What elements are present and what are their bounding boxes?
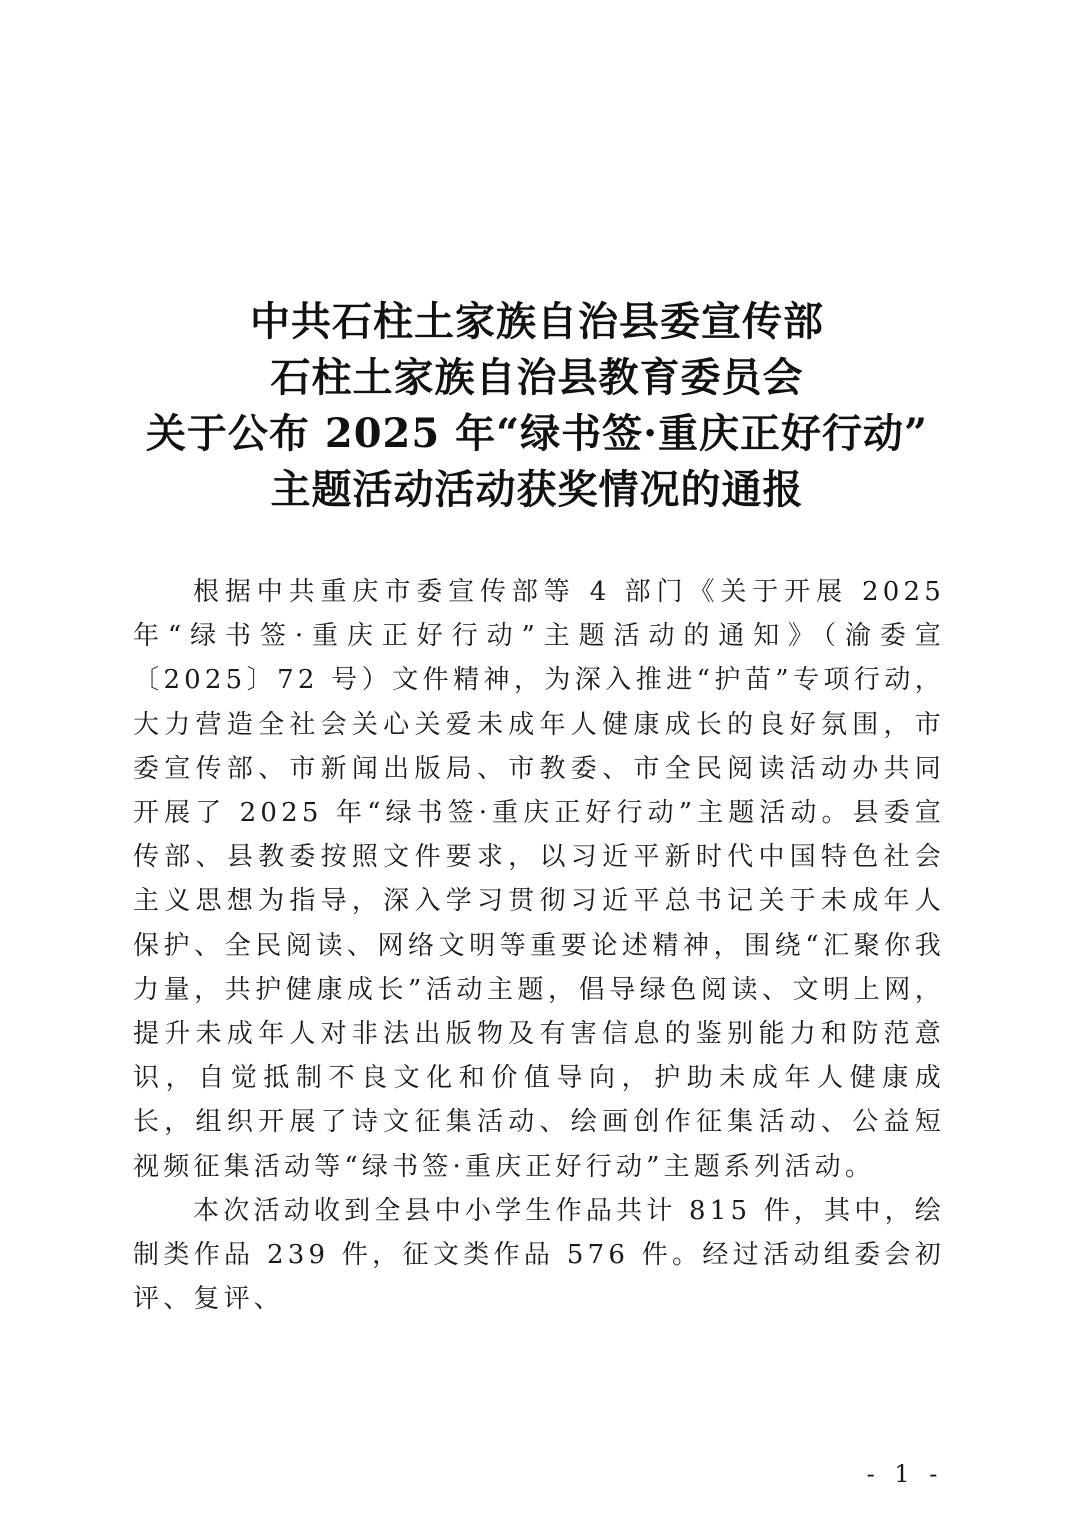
body-paragraph-1: 根据中共重庆市委宣传部等 4 部门《关于开展 2025 年“绿书签·重庆正好行动”主题活动的通知》（渝委宣〔2025〕72 号）文件精神，为深入推进“护苗”专项行动，大力营造全社会关心关爱未成年人健康成长的良好氛围，市委宣传部、市新闻出版局、市教委、市全民阅读活动办共同开展了 2025 年“绿书签·重庆正好行动”主题活动。县委宣传部、县教委按照文件要求，以习近平新时代中国特色社会主义思想为指导，深入学习贯彻习近平总书记关于未成年人保护、全民阅读、网络文明等重要论述精神，围绕“汇聚你我力量，共护健康成长”活动主题，倡导绿色阅读、文明上网，提升未成年人对非法出版物及有害信息的鉴别能力和防范意识，自觉抵制不良文化和价值导向，护助未成年人健康成长，组织开展了诗文征集活动、绘画创作征集活动、公益短视频征集活动等“绿书签·重庆正好行动”主题系列活动。 bbox=[133, 577, 945, 1182]
title-line-1: 中共石柱土家族自治县委宣传部 bbox=[250, 298, 824, 345]
document-body bbox=[133, 570, 945, 1321]
title-line-2: 石柱土家族自治县教育委员会 bbox=[270, 354, 804, 401]
title-line-3: 关于公布 2025 年“绿书签·重庆正好行动” bbox=[145, 410, 929, 457]
page-number: - 1 - bbox=[866, 1460, 944, 1488]
body-paragraph-2: 本次活动收到全县中小学生作品共计 815 件，其中，绘制类作品 239 件，征文类作品 576 件。经过活动组委会初评、复评、 bbox=[133, 1195, 945, 1315]
document-title bbox=[0, 294, 1074, 518]
title-line-4: 主题活动活动获奖情况的通报 bbox=[270, 466, 804, 513]
